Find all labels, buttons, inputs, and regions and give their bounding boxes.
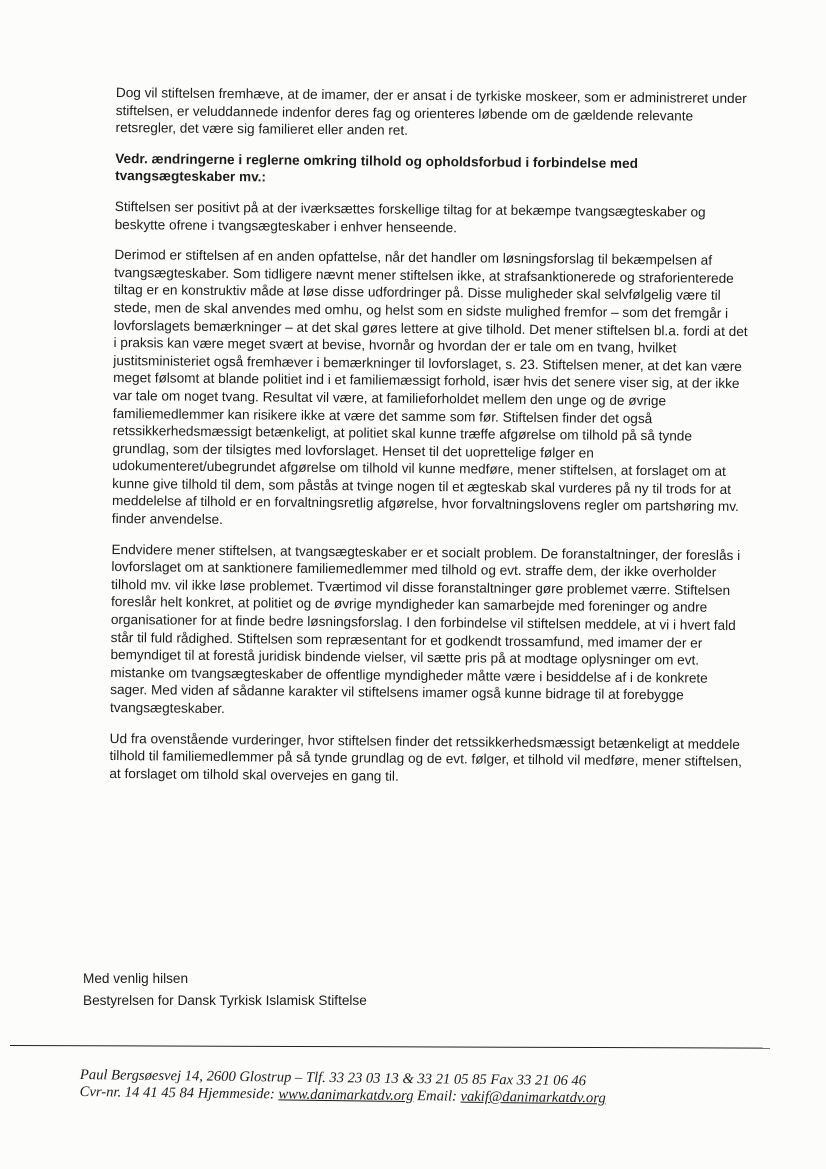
letter-body: [109, 84, 750, 801]
paragraph-5: Ud fra ovenstående vurderinger, hvor stiftelsen finder det retssikkerhedsmæssigt betænkeligt at meddele tilhold til familiemedlemmer på så tynde grundlag og de evt. følger, et tilhold vil medføre, mener stiftelsen, at forslaget om tilhold skal overvejes en gang til.: [109, 730, 743, 784]
paragraph-3: Derimod er stiftelsen af en anden opfattelse, når det handler om løsningsforslag til bekæmpelsen af tvangsægteskaber. Som tidligere nævnt mener stiftelsen ikke, at strafsanktionerede og straforienterede tiltag er en konstruktiv måde at løse disse udfordringer på. Disse muligheder skal selvfølgelig være til stede, men de skal anvendes med omhu, og helst som en sidste mulighed fremfor – som det fremgår i lovforslagets bemærkninger – at det skal gøres lettere at give tilhold. Det mener stiftelsen bl.a. fordi at det i praksis kan være meget svært at bevise, hvornår og hvordan der er tale om en tvang, hvilket justitsministeriet også fremhæver i bemærkninger til lovforslaget, s. 23. Stiftelsen mener, at det kan være meget følsomt at blande politiet ind i et familiemæssigt forhold, især hvis det senere viser sig, at der ikke var tale om noget tvang. Resultat vil være, at familieforholdet mellem den unge og de øvrige familiemedlemmer kan risikere ikke at være det samme som før. Stiftelsen finder det også retssikkerhedsmæssigt betænkeligt, at politiet skal kunne træffe afgørelse om tilhold på så tynde grundlag, som der tilsigtes med lovforslaget. Henset til det uoprettelige følger en udokumenteret/ubegrundet afgørelse om tilhold vil kunne medføre, mener stiftelsen, at forslaget om at kunne give tilhold til dem, som påstås at tvinge nogen til et ægteskab skal vurderes på ny til trods for at meddelelse af tilhold er en forvaltningsretlig afgørelse, hvor forvaltningslovens regler om partshøring mv. finder anvendelse.: [111, 247, 748, 528]
letter-closing: [83, 968, 367, 1012]
paragraph-1: Dog vil stiftelsen fremhæve, at de imamer, der er ansat i de tyrkiske moskeer, som er administreret under stiftelsen, er veluddannede indenfor deres fag og orienteres løbende om de gældende relevante retsregler, det være sig familieret eller anden ret.: [115, 84, 747, 138]
letterhead-footer: [80, 1067, 606, 1107]
paragraph-2: Stiftelsen ser positivt på at der iværksættes forskellige tiltag for at bekæmpe tvangsægteskaber og beskytte ofrene i tvangsægteskaber i enhver henseende.: [114, 198, 706, 235]
footer-address: Paul Bergsøesvej 14, 2600 Glostrup – Tlf. 33 23 03 13 & 33 21 05 85 Fax 33 21 06 46: [79, 1067, 587, 1090]
email-link[interactable]: vakif@danimarkatdv.org: [460, 1088, 606, 1107]
section-heading: Vedr. ændringerne i reglerne omkring tilhold og opholdsforbud i forbindelse med tvangsægteskaber mv.:: [115, 150, 638, 185]
closing-greeting: Med venlig hilsen: [83, 971, 189, 986]
website-link[interactable]: www.danimarkatdv.org: [278, 1086, 414, 1105]
footer-email-label: Email:: [413, 1088, 461, 1105]
closing-signature: Bestyrelsen for Dansk Tyrkisk Islamisk Stiftelse: [83, 993, 367, 1008]
footer-divider: [10, 1045, 770, 1049]
footer-cvr: Cvr-nr. 14 41 45 84 Hjemmeside:: [79, 1083, 279, 1103]
paragraph-4: Endvidere mener stiftelsen, at tvangsægteskaber er et socialt problem. De foranstaltninger, der foreslås i lovforslaget om at sanktionere familiemedlemmer med tilhold og evt. straffe dem, der ikke overholder tilhold mv. vil ikke løse problemet. Tværtimod vil disse foranstaltninger gøre problemet værre. Stiftelsen foreslår helt konkret, at politiet og de øvrige myndigheder kan samarbejde med foreninger og andre organisationer for at finde bedre løsningsforslag. I den forbindelse vil stiftelsen meddele, at vi i hvert fald står til fuld rådighed. Stiftelsen som repræsentant for et godkendt trossamfund, med imamer der er bemyndiget til at forestå juridisk bindende vielser, vil sætte pris på at modtage oplysninger om evt. mistanke om tvangsægteskaber de offentlige myndigheder måtte være i besiddelse af i de konkrete sager. Med viden af sådanne karakter vil stiftelsens imamer også kunne bidrage til at forebygge tvangsægteskaber.: [109, 541, 741, 717]
